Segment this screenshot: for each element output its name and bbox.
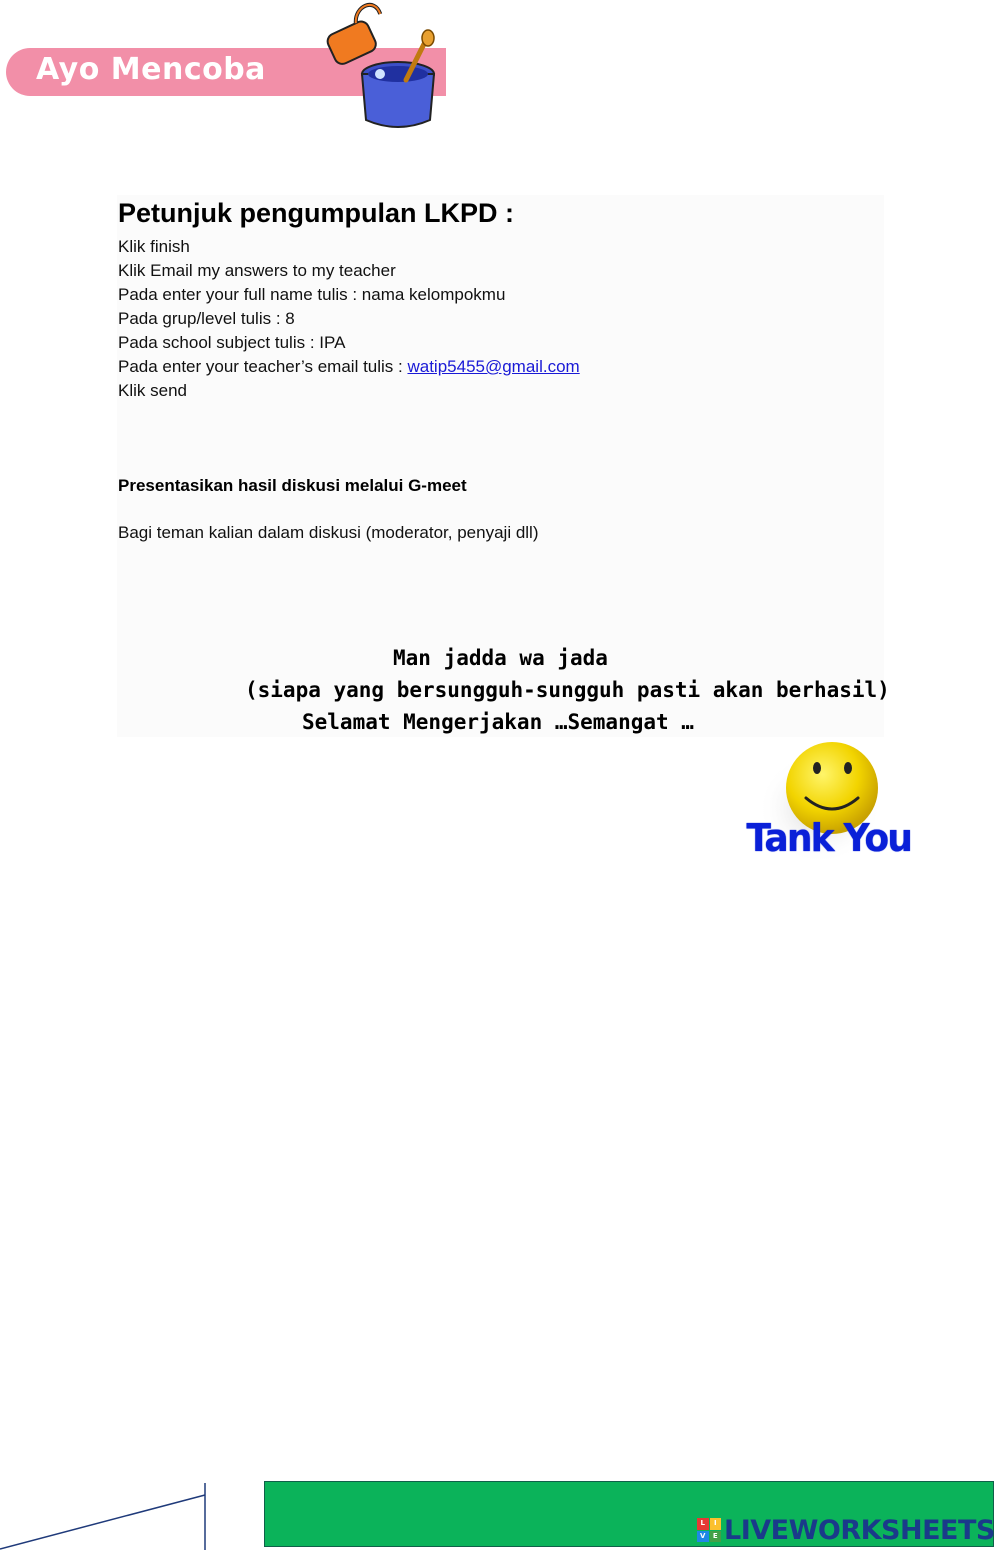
- step-item: Pada enter your full name tulis : nama kelompokmu: [118, 285, 506, 304]
- step-item: Klik finish: [118, 237, 190, 256]
- liveworksheets-brand[interactable]: [697, 1513, 995, 1547]
- watering-pot-illustration: [318, 2, 443, 132]
- teacher-email-link[interactable]: watip5455@gmail.com: [407, 357, 580, 376]
- step-item: Pada school subject tulis : IPA: [118, 333, 346, 352]
- step-item: Pada grup/level tulis : 8: [118, 309, 295, 328]
- thank-you-graphic: [740, 738, 915, 868]
- presentation-instruction: Presentasikan hasil diskusi melalui G-meet: [118, 476, 467, 495]
- quote-line-1: Man jadda wa jada: [393, 646, 608, 670]
- share-roles-instruction: Bagi teman kalian dalam diskusi (moderator, penyaji dll): [118, 523, 539, 542]
- quote-line-2: (siapa yang bersungguh-sungguh pasti akan berhasil): [245, 678, 890, 702]
- liveworksheets-text: LIVEWORKSHEETS: [724, 1514, 995, 1546]
- banner-title: Ayo Mencoba: [36, 52, 266, 87]
- quote-line-3: Selamat Mengerjakan …Semangat …: [302, 710, 694, 734]
- step-item: Klik send: [118, 381, 187, 400]
- email-step-prefix: Pada enter your teacher’s email tulis :: [118, 357, 408, 376]
- liveworksheets-logo-icon: L I V E: [697, 1518, 721, 1542]
- step-item: Klik Email my answers to my teacher: [118, 261, 396, 280]
- step-item-email: [118, 356, 580, 380]
- footer-decoration: [0, 1480, 210, 1551]
- instructions-list: [118, 236, 580, 404]
- thank-you-text: Tank You: [746, 816, 912, 860]
- instructions-heading: Petunjuk pengumpulan LKPD :: [118, 198, 514, 228]
